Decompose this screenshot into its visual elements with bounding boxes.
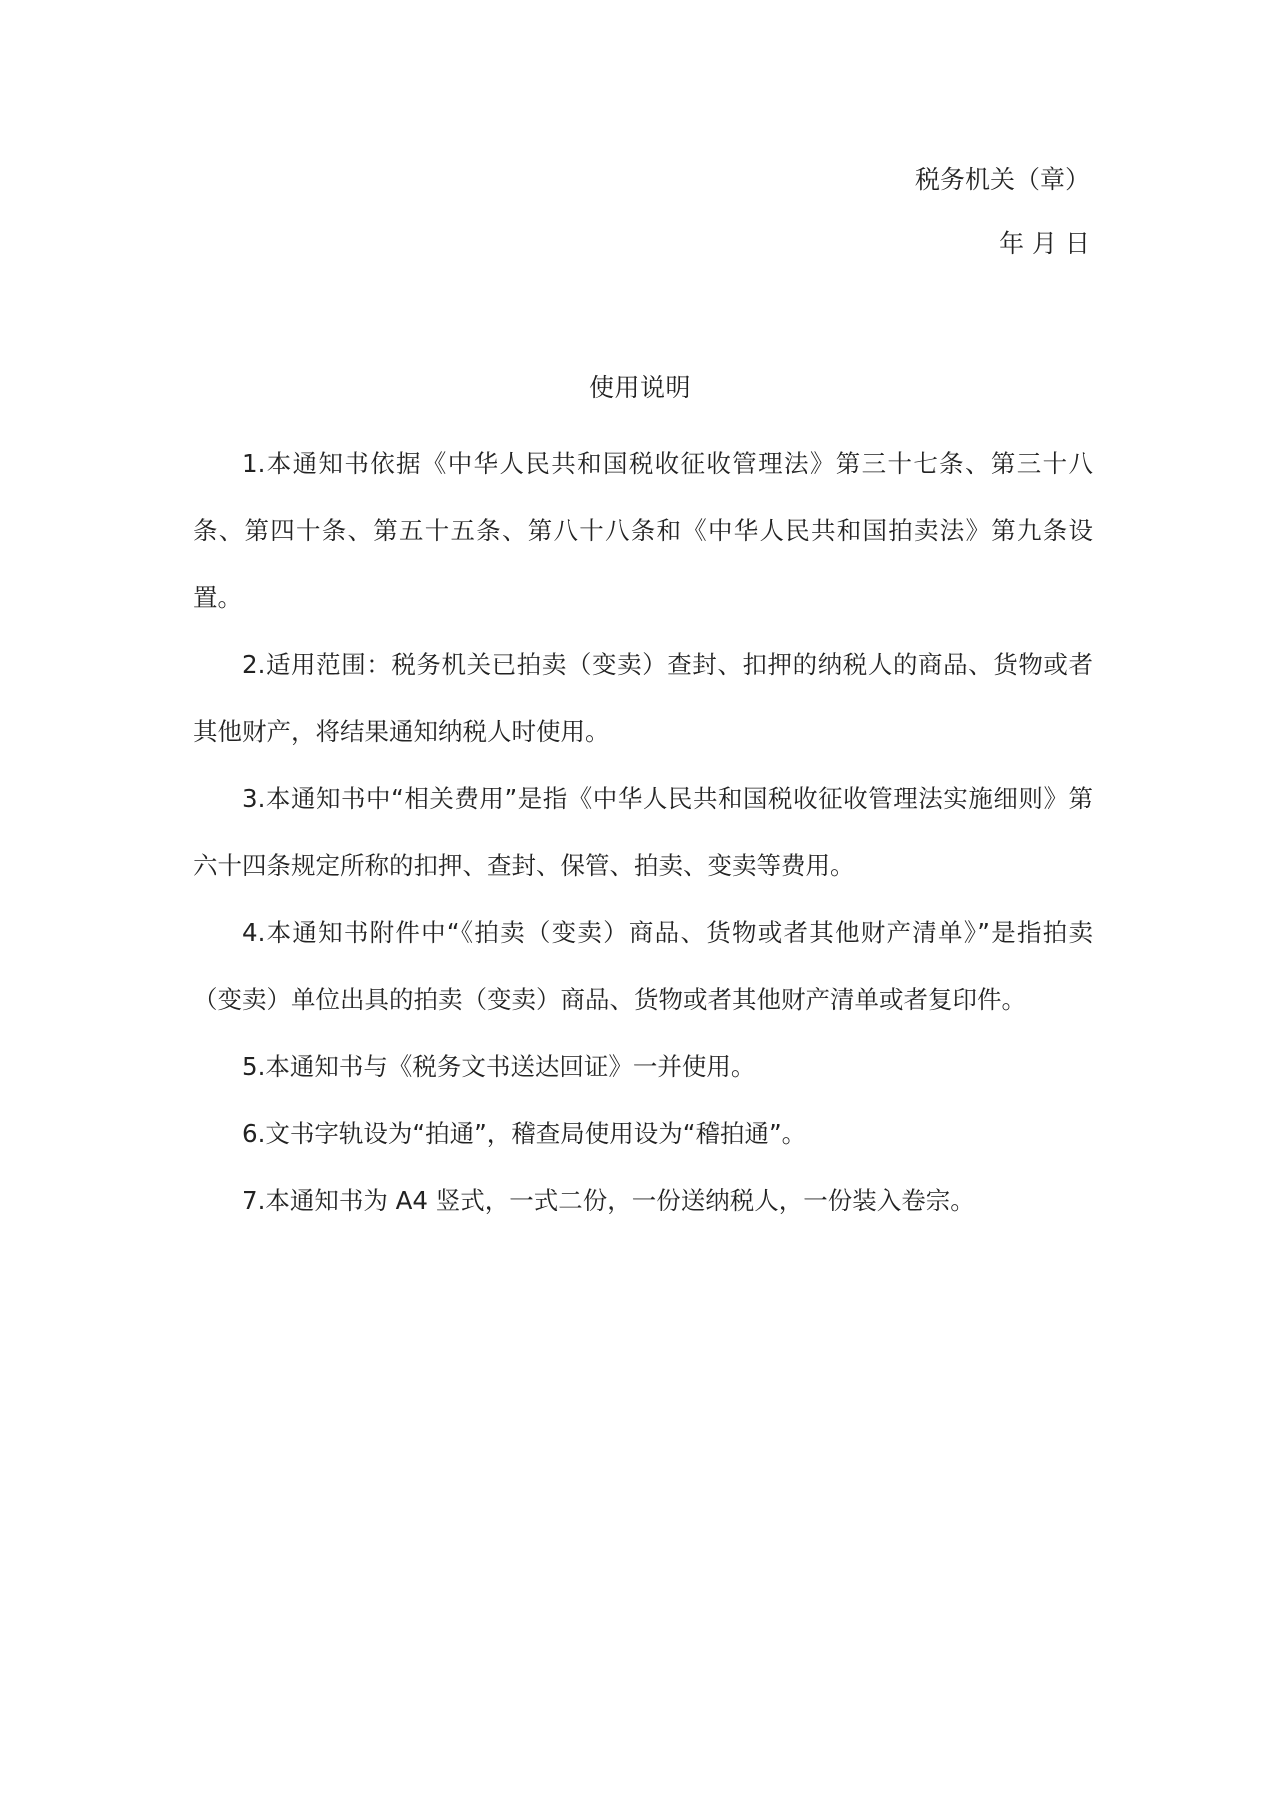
- instruction-item-1: 1.本通知书依据《中华人民共和国税收征收管理法》第三十七条、第三十八条、第四十条、第五十五条、第八十八条和《中华人民共和国拍卖法》第九条设置。: [193, 449, 1093, 612]
- instructions-title: 使用说明: [588, 373, 691, 402]
- signature-block: [915, 165, 1090, 259]
- instruction-item-6: 6.文书字轨设为“拍通”，稽查局使用设为“稽拍通”。: [242, 1119, 807, 1148]
- tax-authority-seal-line: 税务机关（章）: [914, 165, 1090, 194]
- instruction-item-2: 2.适用范围：税务机关已拍卖（变卖）查封、扣押的纳税人的商品、货物或者其他财产，将结果通知纳税人时使用。: [193, 650, 1093, 746]
- instruction-item-3: 3.本通知书中“相关费用”是指《中华人民共和国税收征收管理法实施细则》第六十四条规定所称的扣押、查封、保管、拍卖、变卖等费用。: [193, 784, 1093, 880]
- instruction-item-4: 4.本通知书附件中“《拍卖（变卖）商品、货物或者其他财产清单》”是指拍卖（变卖）单位出具的拍卖（变卖）商品、货物或者其他财产清单或者复印件。: [193, 918, 1093, 1014]
- instruction-item-7: 7.本通知书为 A4 竖式，一式二份，一份送纳税人，一份装入卷宗。: [242, 1186, 975, 1215]
- date-line: 年 月 日: [999, 229, 1090, 258]
- instructions-list: [193, 430, 1093, 1234]
- instruction-item-5: 5.本通知书与《税务文书送达回证》一并使用。: [242, 1052, 756, 1081]
